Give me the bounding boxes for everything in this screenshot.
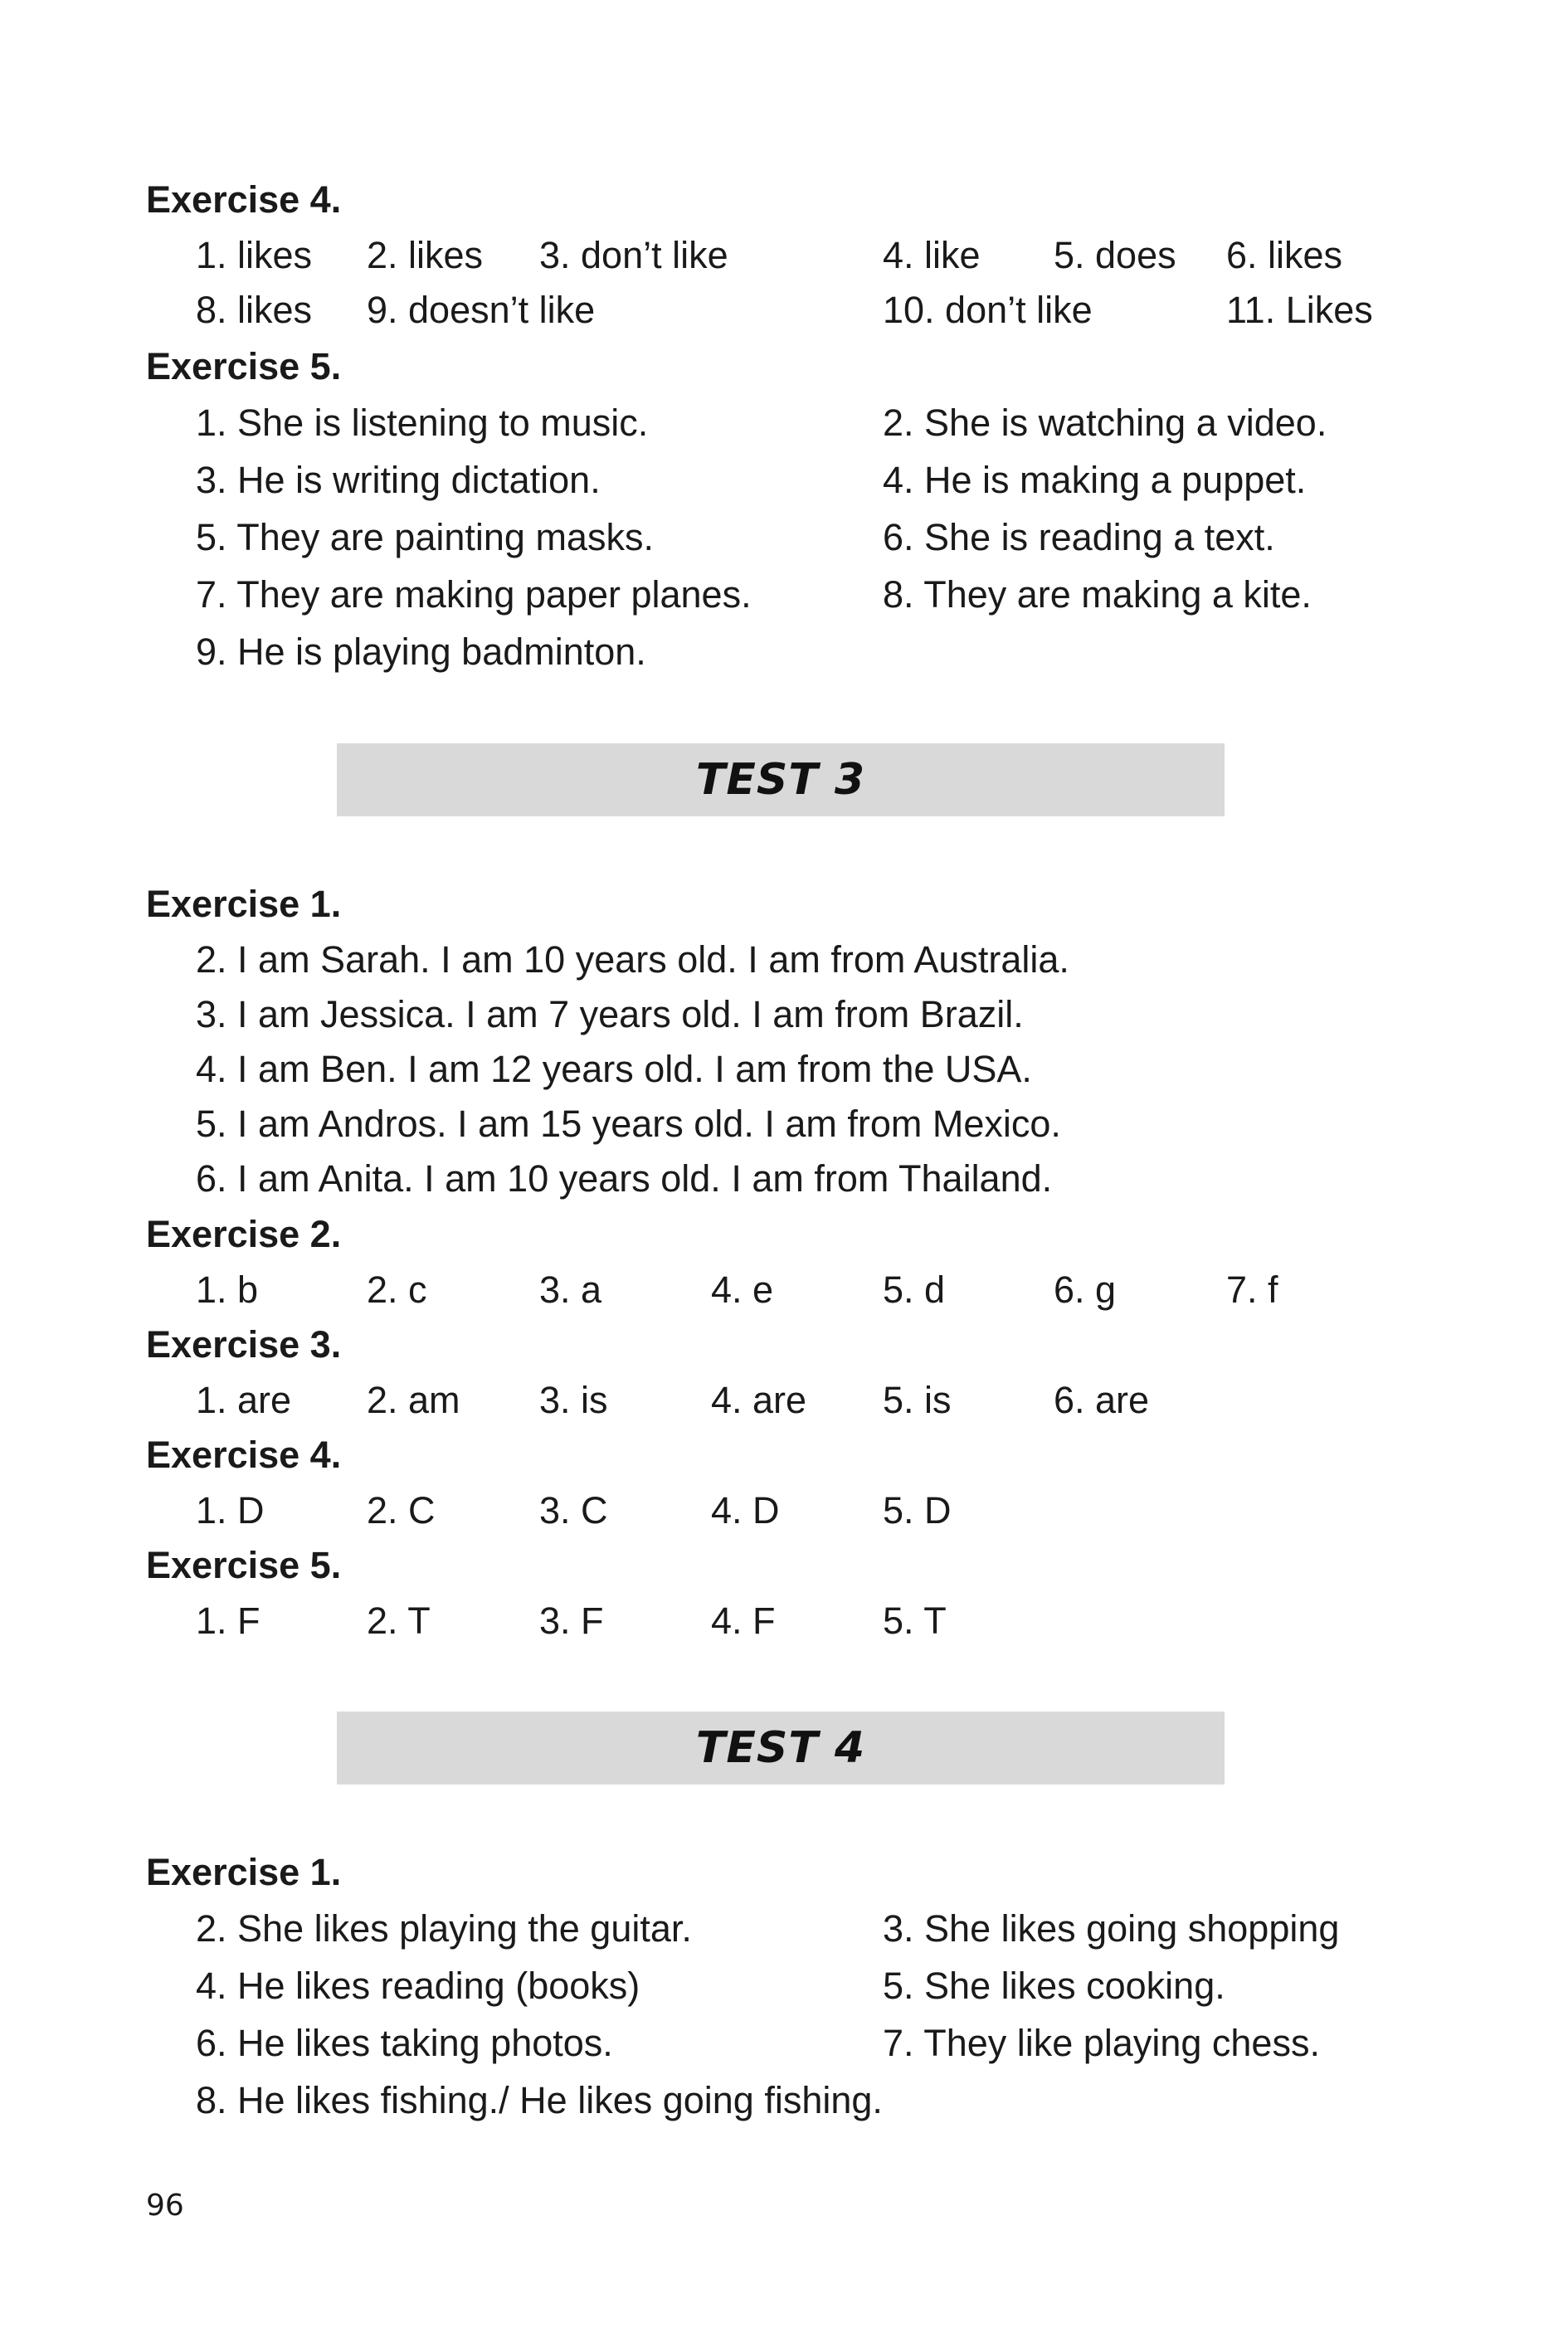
page-number: 96 xyxy=(146,2189,184,2223)
answer-item: 3. I am Jessica. I am 7 years old. I am from Brazil. xyxy=(196,993,1024,1035)
answer-item: 7. f xyxy=(1226,1269,1278,1311)
answer-item: 2. T xyxy=(367,1600,431,1642)
answer-item: 1. D xyxy=(196,1489,265,1531)
answer-item: 9. doesn’t like xyxy=(367,289,596,331)
answer-item: 10. don’t like xyxy=(883,289,1093,331)
answer-item: 4. He is making a puppet. xyxy=(883,459,1307,501)
test-3-exercise-4-row xyxy=(0,1489,1568,1541)
answer-item: 5. I am Andros. I am 15 years old. I am from Mexico. xyxy=(196,1103,1061,1145)
answer-item: 3. a xyxy=(539,1269,602,1311)
answer-item: 6. He likes taking photos. xyxy=(196,2022,613,2064)
answer-item: 2. I am Sarah. I am 10 years old. I am from Australia. xyxy=(196,938,1069,981)
answer-item: 6. I am Anita. I am 10 years old. I am from Thailand. xyxy=(196,1157,1053,1200)
answer-item: 3. She likes going shopping xyxy=(883,1907,1340,1950)
test-4-banner xyxy=(337,1712,1225,1785)
exercise-4-row-1 xyxy=(0,236,1568,286)
answer-item: 8. They are making a kite. xyxy=(883,573,1312,616)
exercise-5-heading: Exercise 5. xyxy=(146,345,342,387)
answer-item: 5. is xyxy=(883,1379,952,1421)
test-3-exercise-2-heading: Exercise 2. xyxy=(146,1213,342,1255)
test-3-exercise-1-row xyxy=(0,993,1568,1045)
test-3-exercise-1-row xyxy=(0,938,1568,991)
exercise-5-row xyxy=(0,516,1568,568)
answer-item: 7. They like playing chess. xyxy=(883,2022,1320,2064)
test-3-exercise-1-row xyxy=(0,1105,1568,1155)
answer-item: 3. C xyxy=(539,1489,608,1531)
answer-item: 4. like xyxy=(883,234,981,276)
answer-item: 6. likes xyxy=(1226,234,1343,276)
answer-item: 9. He is playing badminton. xyxy=(196,631,646,673)
answer-item: 3. He is writing dictation. xyxy=(196,459,601,501)
answer-item: 2. likes xyxy=(367,234,484,276)
exercise-5-row xyxy=(0,573,1568,626)
answer-item: 4. are xyxy=(711,1379,807,1421)
test-4-exercise-1-row xyxy=(0,2079,1568,2131)
exercise-5-row xyxy=(0,404,1568,454)
test-3-exercise-3-row xyxy=(0,1381,1568,1431)
exercise-4-heading: Exercise 4. xyxy=(146,178,342,221)
test-4-exercise-1-row xyxy=(0,2024,1568,2074)
answer-item: 1. b xyxy=(196,1269,259,1311)
answer-item: 1. She is listening to music. xyxy=(196,402,649,444)
exercise-5-row xyxy=(0,461,1568,511)
answer-item: 8. He likes fishing./ He likes going fishing. xyxy=(196,2079,883,2121)
answer-item: 5. T xyxy=(883,1600,947,1642)
answer-item: 2. c xyxy=(367,1269,427,1311)
test-4-exercise-1-heading: Exercise 1. xyxy=(146,1851,342,1893)
answer-item: 4. e xyxy=(711,1269,774,1311)
answer-item: 4. He likes reading (books) xyxy=(196,1965,640,2007)
test-3-exercise-5-heading: Exercise 5. xyxy=(146,1544,342,1586)
answer-item: 4. I am Ben. I am 12 years old. I am from the USA. xyxy=(196,1048,1032,1090)
test-3-banner xyxy=(337,743,1225,816)
answer-item: 4. F xyxy=(711,1600,776,1642)
answer-item: 6. She is reading a text. xyxy=(883,516,1275,558)
answer-item: 3. is xyxy=(539,1379,608,1421)
exercise-4-row-2 xyxy=(0,291,1568,341)
answer-item: 5. They are painting masks. xyxy=(196,516,654,558)
test-3-title: TEST 3 xyxy=(695,755,866,805)
test-3-exercise-2-row xyxy=(0,1271,1568,1321)
answer-item: 6. g xyxy=(1054,1269,1117,1311)
answer-item: 2. She is watching a video. xyxy=(883,402,1327,444)
test-3-exercise-1-heading: Exercise 1. xyxy=(146,883,342,925)
test-3-exercise-4-heading: Exercise 4. xyxy=(146,1434,342,1476)
test-3-exercise-5-row xyxy=(0,1602,1568,1652)
answer-item: 5. She likes cooking. xyxy=(883,1965,1225,2007)
answer-item: 2. am xyxy=(367,1379,460,1421)
answer-item: 8. likes xyxy=(196,289,313,331)
test-4-title: TEST 4 xyxy=(695,1723,866,1773)
test-4-exercise-1-row xyxy=(0,1967,1568,2017)
test-3-exercise-1-row xyxy=(0,1157,1568,1210)
answer-item: 3. F xyxy=(539,1600,604,1642)
answer-item: 2. C xyxy=(367,1489,436,1531)
answer-item: 1. are xyxy=(196,1379,292,1421)
answer-item: 1. likes xyxy=(196,234,313,276)
answer-item: 3. don’t like xyxy=(539,234,728,276)
test-3-exercise-1-row xyxy=(0,1050,1568,1100)
answer-item: 4. D xyxy=(711,1489,780,1531)
exercise-5-row xyxy=(0,633,1568,683)
answer-item: 2. She likes playing the guitar. xyxy=(196,1907,692,1950)
answer-item: 7. They are making paper planes. xyxy=(196,573,752,616)
answer-item: 1. F xyxy=(196,1600,261,1642)
answer-item: 6. are xyxy=(1054,1379,1150,1421)
answer-item: 5. d xyxy=(883,1269,946,1311)
answer-item: 11. Likes xyxy=(1226,289,1373,331)
test-4-exercise-1-row xyxy=(0,1907,1568,1960)
answer-item: 5. does xyxy=(1054,234,1176,276)
test-3-exercise-3-heading: Exercise 3. xyxy=(146,1323,342,1366)
answer-item: 5. D xyxy=(883,1489,952,1531)
